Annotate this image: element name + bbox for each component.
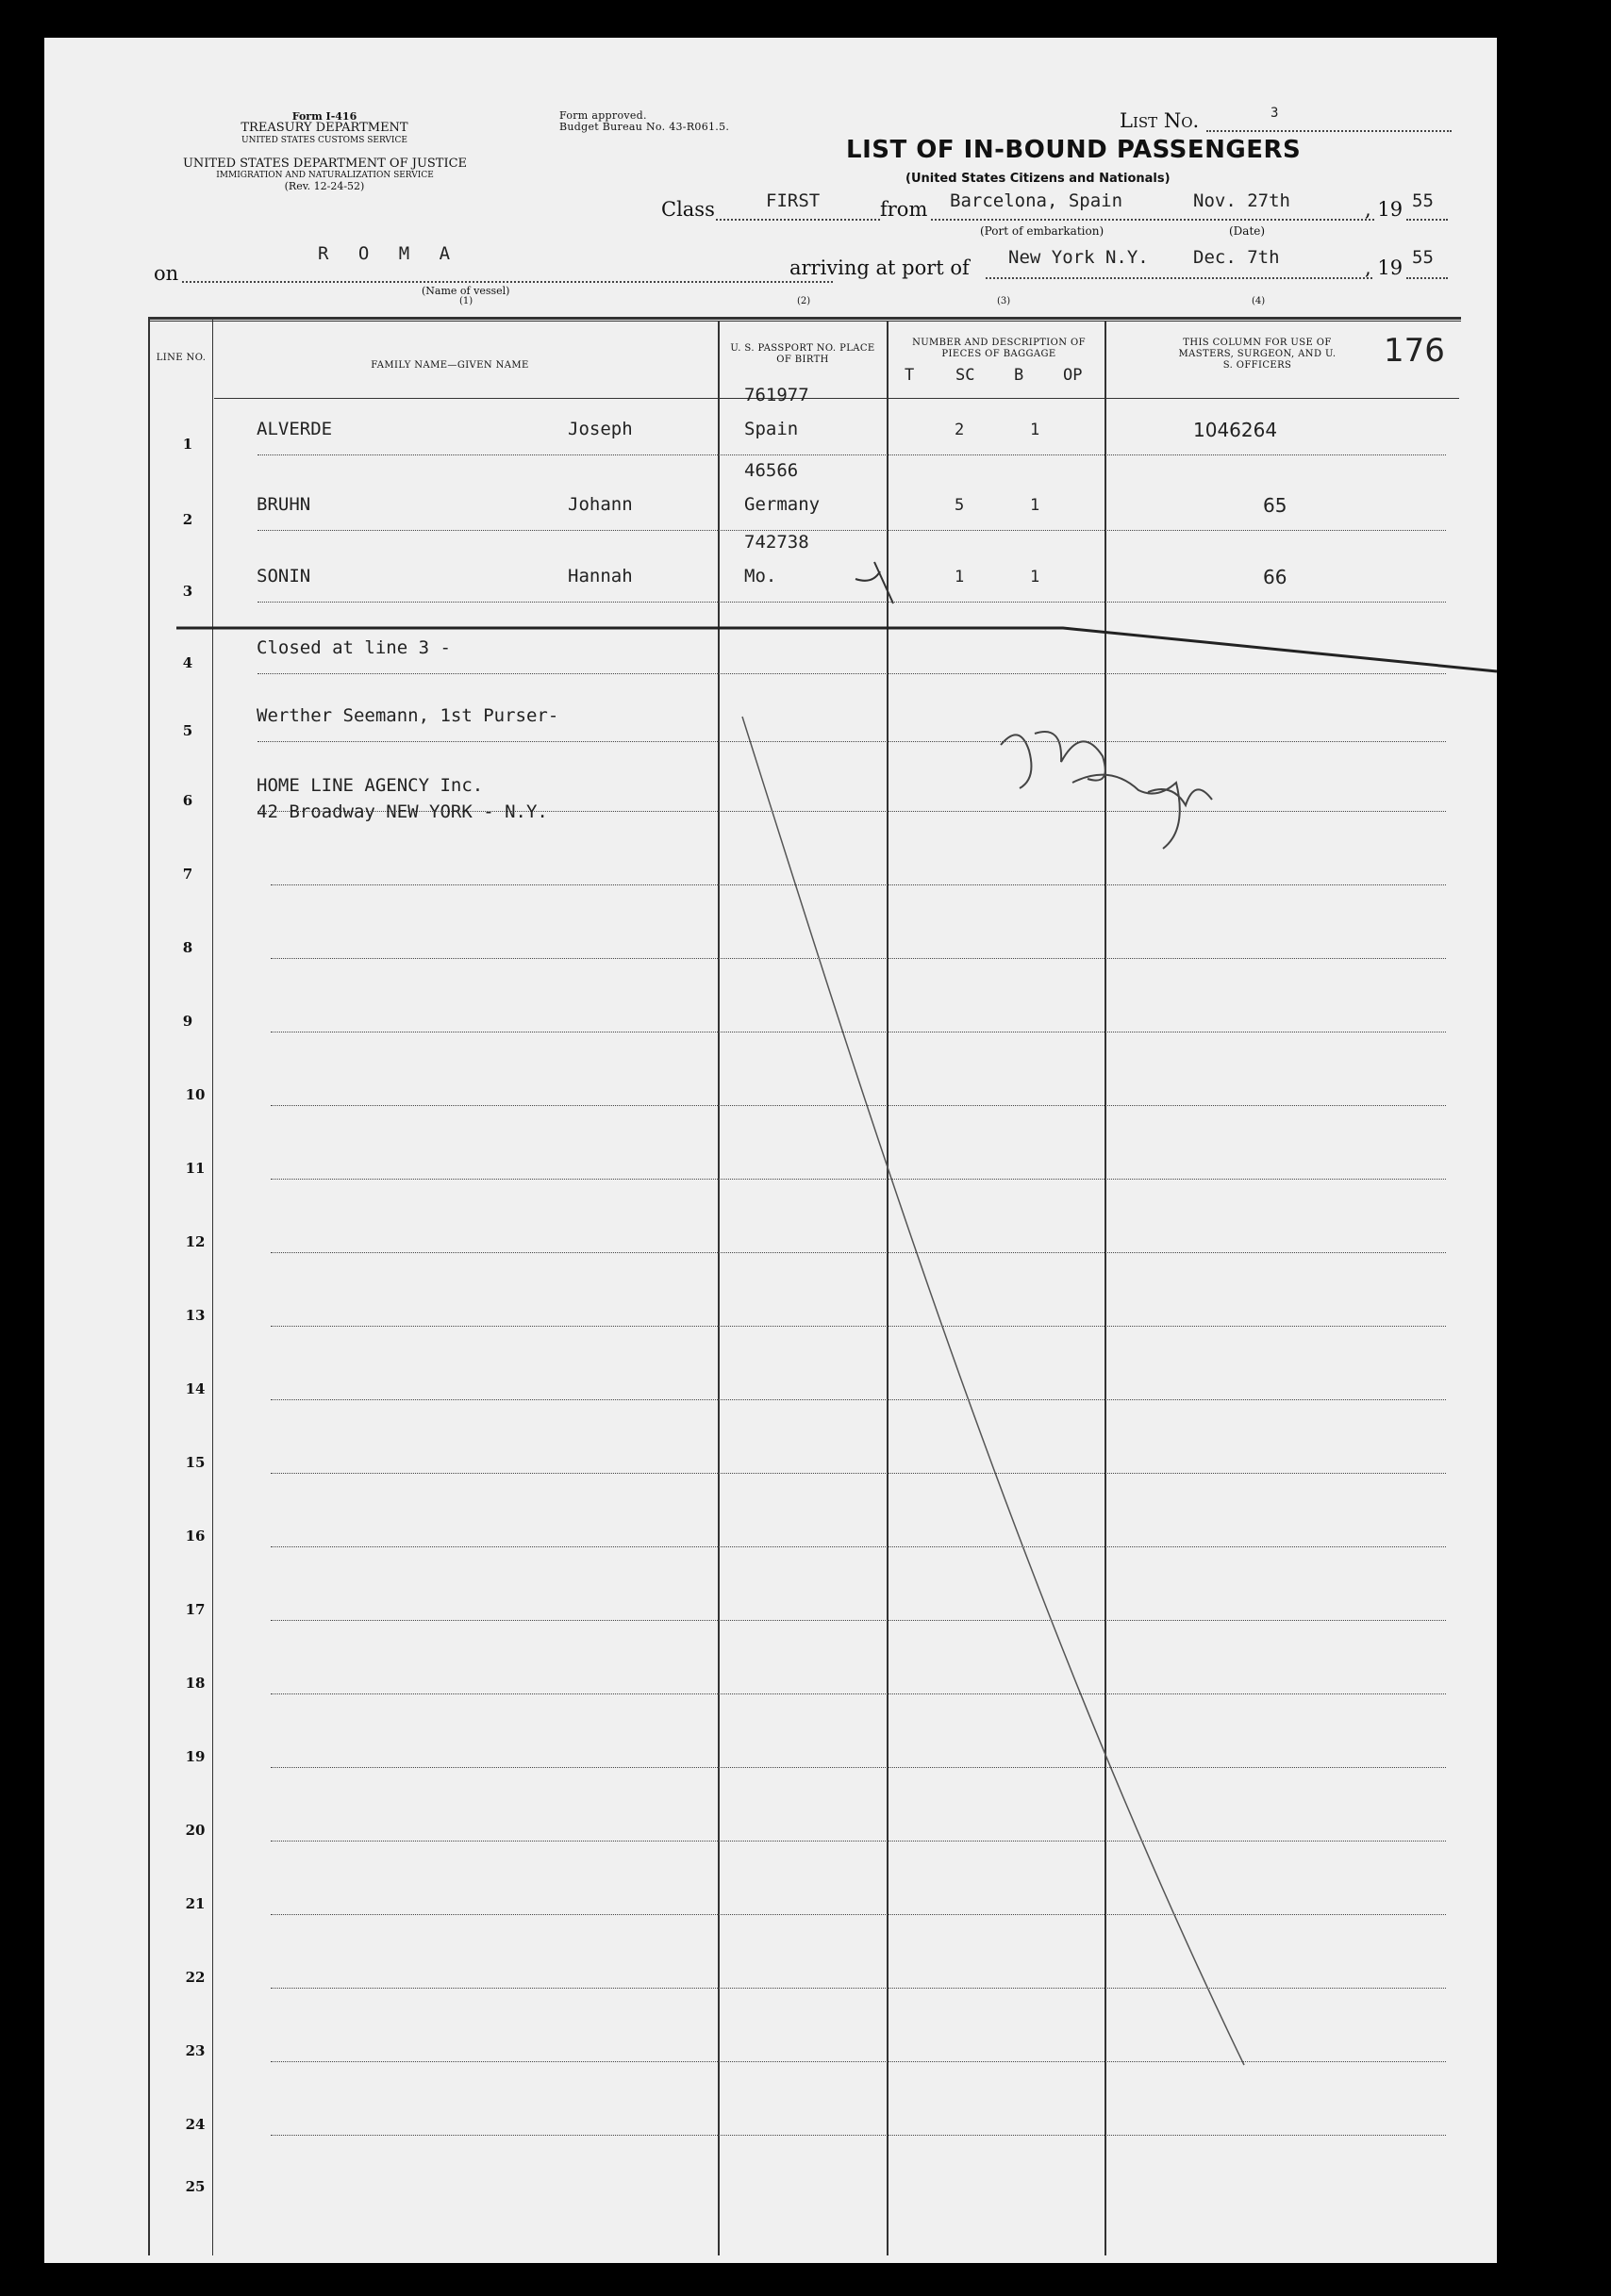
year-prefix: , 19 [1365,198,1403,221]
date-value: Nov. 27th [1193,190,1290,211]
baggage-count-1: 5 [955,496,965,515]
baggage-sub-t: T [905,366,915,385]
budget-bureau: Budget Bureau No. 43-R061.5. [559,121,730,133]
line-number: 8 [182,939,193,956]
baggage-sub-sc: SC [955,366,975,385]
class-label: Class [661,198,715,221]
col-num-4: (4) [1252,296,1266,306]
port-caption: (Port of embarkation) [980,224,1104,238]
arrival-year-value: 55 [1412,247,1434,268]
row-remark: HOME LINE AGENCY Inc. [257,775,484,796]
pen-stroke-closing [176,628,1497,671]
arrival-port-value: New York N.Y. [1008,247,1149,268]
col-header-passport: U. S. PASSPORT NO. PLACE OF BIRTH [730,343,875,365]
line-number: 13 [185,1307,206,1324]
form-approved: Form approved. [559,109,647,122]
arriving-label: arriving at port of [789,256,970,279]
baggage-sub-b: B [1014,366,1024,385]
ins-service: IMMIGRATION AND NATURALIZATION SERVICE [216,171,434,180]
manifest-page [44,38,1497,2263]
col-num-3: (3) [997,296,1011,306]
line-number: 3 [182,583,193,600]
from-label: from [880,198,928,221]
passport-number: 742738 [744,532,809,553]
col-num-2: (2) [797,296,811,306]
line-number: 6 [182,792,193,809]
pen-stroke-diagonal [742,717,1244,2065]
line-number: 22 [185,1969,206,1986]
line-number: 20 [185,1822,206,1839]
arrival-date-value: Dec. 7th [1193,247,1280,268]
arrival-year-prefix: , 19 [1365,256,1403,279]
line-number: 23 [185,2042,206,2059]
line-number: 2 [182,511,193,528]
list-no-value: 3 [1271,106,1279,121]
officer-note: 66 [1263,566,1287,588]
justice-dept: UNITED STATES DEPARTMENT OF JUSTICE [182,157,468,171]
col-header-officers: THIS COLUMN FOR USE OF MASTERS, SURGEON, AND U. S. OFFICERS [1178,338,1337,371]
page-title: LIST OF IN-BOUND PASSENGERS [846,136,1302,164]
line-number: 18 [185,1675,206,1692]
given-name: Johann [568,494,633,515]
signature-scribble [1001,732,1212,849]
baggage-count-1: 1 [955,568,965,586]
row-remark: Closed at line 3 - [257,637,451,658]
line-number: 10 [185,1086,206,1103]
place-of-birth: Germany [744,494,821,515]
customs-service: UNITED STATES CUSTOMS SERVICE [241,136,407,145]
line-number: 14 [185,1380,206,1397]
row-remark: Werther Seemann, 1st Purser- [257,705,559,726]
officer-note: 65 [1263,494,1287,517]
vessel-value: R O M A [318,243,460,264]
date-caption: (Date) [1229,224,1266,238]
line-number: 12 [185,1233,206,1250]
page-number: 176 [1384,332,1445,370]
line-number: 19 [185,1748,206,1765]
class-value: FIRST [766,190,821,211]
line-number: 15 [185,1454,206,1471]
passport-number: 761977 [744,385,809,405]
row-remark-line2: 42 Broadway NEW YORK - N.Y. [257,801,548,822]
col-header-line: LINE NO. [156,353,207,363]
line-number: 25 [185,2178,206,2195]
family-name: SONIN [257,566,311,586]
line-number: 21 [185,1895,206,1912]
check-mark [855,562,893,603]
line-number: 24 [185,2116,206,2133]
baggage-count-2: 1 [1030,568,1040,586]
on-label: on [154,262,179,285]
given-name: Hannah [568,566,633,586]
line-number: 9 [182,1013,193,1030]
line-number: 17 [185,1601,206,1618]
line-number: 1 [182,436,193,453]
form-number: Form I-416 [291,110,357,123]
family-name: ALVERDE [257,419,333,439]
given-name: Joseph [568,419,633,439]
line-number: 4 [182,654,193,671]
page-subtitle: (United States Citizens and Nationals) [905,172,1171,186]
port-value: Barcelona, Spain [950,190,1123,211]
passport-number: 46566 [744,460,799,481]
col-header-baggage: NUMBER AND DESCRIPTION OF PIECES OF BAGGAGE [912,338,1086,359]
line-number: 11 [185,1160,206,1177]
revision-date: (Rev. 12-24-52) [284,180,365,192]
baggage-count-1: 2 [955,421,965,439]
baggage-count-2: 1 [1030,421,1040,439]
col-header-name: FAMILY NAME—GIVEN NAME [371,360,529,371]
col-num-1: (1) [459,296,473,306]
place-of-birth: Mo. [744,566,777,586]
vessel-caption: (Name of vessel) [422,285,510,297]
list-no-label: List No. [1120,109,1200,132]
year-value: 55 [1412,190,1434,211]
handwriting-marks [44,38,1497,2263]
officer-note: 1046264 [1193,419,1278,441]
line-number: 16 [185,1528,206,1544]
place-of-birth: Spain [744,419,799,439]
family-name: BRUHN [257,494,311,515]
line-number: 5 [182,722,193,739]
baggage-count-2: 1 [1030,496,1040,515]
treasury-dept: TREASURY DEPARTMENT [241,121,408,135]
baggage-sub-op: OP [1063,366,1083,385]
line-number: 7 [182,866,193,883]
